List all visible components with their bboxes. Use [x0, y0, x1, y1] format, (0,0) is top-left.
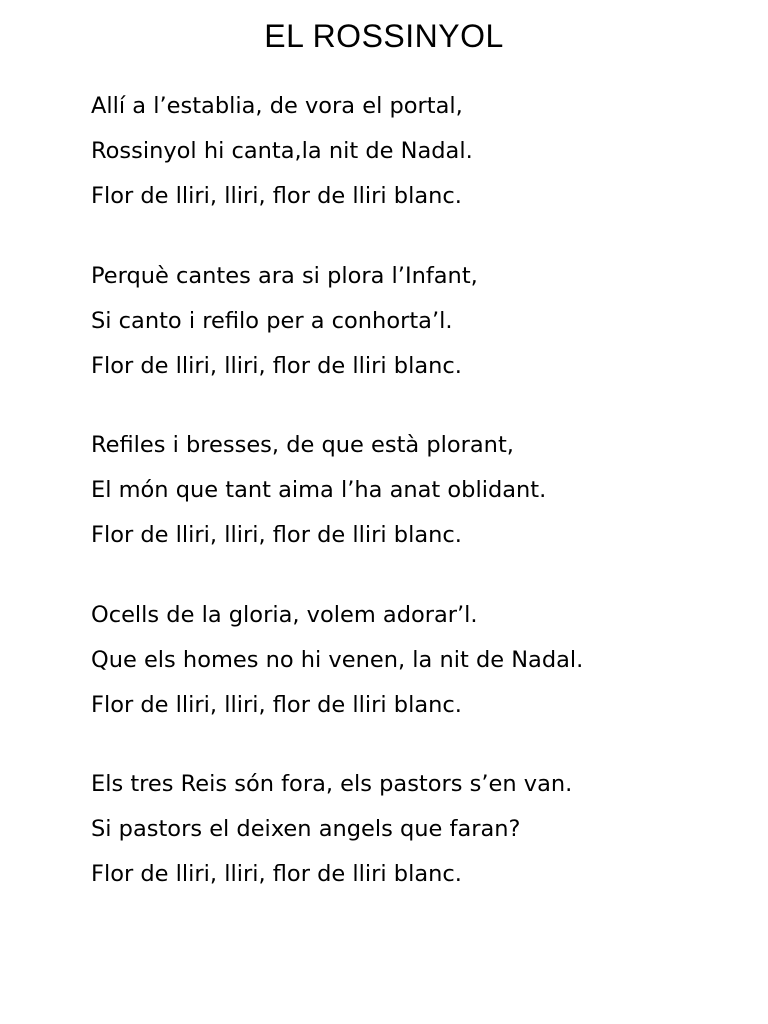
- verse-line: Refiles i bresses, de que està plorant,: [91, 432, 514, 458]
- stanza-4: [91, 596, 731, 731]
- verse-line: Si pastors el deixen angels que faran?: [91, 816, 521, 842]
- refrain-line: Flor de lliri, lliri, flor de lliri blanc.: [91, 183, 462, 209]
- stanza-2: [91, 257, 731, 392]
- verse-line: Allí a l’establia, de vora el portal,: [91, 93, 463, 119]
- refrain-line: Flor de lliri, lliri, flor de lliri blanc.: [91, 691, 462, 718]
- verse-line: Que els homes no hi venen, la nit de Nadal.: [91, 646, 584, 673]
- verse-line: Perquè cantes ara si plora l’Infant,: [91, 262, 478, 289]
- stanza-5: [91, 765, 731, 900]
- verse-line: El món que tant aima l’ha anat oblidant.: [91, 477, 547, 503]
- poem-title: EL ROSSINYOL: [264, 18, 504, 54]
- verse-line: Els tres Reis són fora, els pastors s’en van.: [91, 771, 573, 797]
- refrain-line: Flor de lliri, lliri, flor de lliri blanc.: [91, 861, 462, 887]
- stanza-1: [91, 87, 731, 222]
- stanza-3: [91, 426, 731, 561]
- refrain-line: Flor de lliri, lliri, flor de lliri blanc.: [91, 522, 462, 548]
- poem-body: [91, 87, 731, 935]
- verse-line: Si canto i refilo per a conhorta’l.: [91, 307, 453, 334]
- verse-line: Ocells de la gloria, volem adorar’l.: [91, 601, 478, 628]
- refrain-line: Flor de lliri, lliri, flor de lliri blanc.: [91, 352, 462, 379]
- verse-line: Rossinyol hi canta,la nit de Nadal.: [91, 138, 473, 164]
